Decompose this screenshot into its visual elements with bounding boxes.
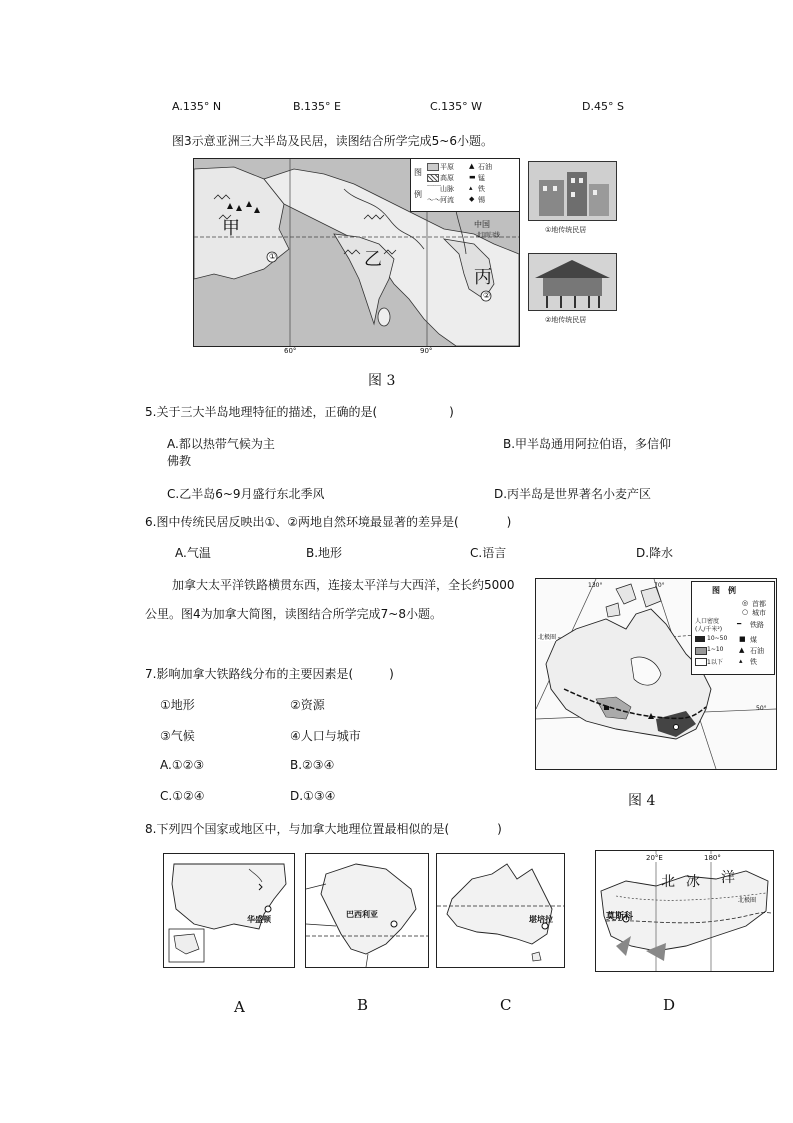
q4-option-c[interactable]: C.135° W [430,100,483,113]
density-mid-swatch-icon [695,647,707,655]
q7-option-d[interactable]: D.①③④ [290,789,336,803]
fig3-legend-mountain: 山脉 [440,185,454,193]
fig4-legend-oil: 石油 [750,647,764,655]
map-c-drawing [437,854,564,967]
q8-map-c[interactable] [436,853,565,968]
q8-map-a[interactable] [163,853,295,968]
label-yi: 乙 [364,249,382,270]
oil-triangle-icon: ▲ [739,646,745,654]
label-jia: 甲 [222,218,240,239]
q5-option-b-cont: 佛教 [167,454,192,468]
fig4-intro-line2: 公里。图4为加拿大简图，读图结合所学完成7~8小题。 [145,607,442,621]
coal-icon: ■ [739,635,746,643]
fig4-legend-iron: 铁 [750,658,757,666]
map-d-ice: 冰 [686,874,700,890]
q8-letter-d[interactable]: D [663,996,676,1014]
fig4-legend [691,581,775,675]
q8-stem: 8.下列四个国家或地区中，与加拿大地理位置最相似的是( ) [145,822,502,836]
q7-item-1: ①地形 [160,698,195,712]
fig3-legend-plateau: 高原 [440,174,454,182]
river-symbol-icon: ～～ [427,196,441,204]
fig3-legend-plain: 平原 [440,163,454,171]
photo-dwelling-2 [528,253,617,311]
map-d-label: 莫斯科 [606,912,634,922]
q5-stem: 5.关于三大半岛地理特征的描述，正确的是( ) [145,405,454,419]
q7-stem: 7.影响加拿大铁路线分布的主要因素是( ) [145,667,394,681]
mountain-symbol-icon: ﹋﹋ [427,185,441,193]
fig4-legend-density-2: (人/千米²) [695,626,723,633]
map-c-label: 堪培拉 [529,915,553,924]
map-d-lon-180: 180° [704,854,721,862]
oil-triangle-icon: ▲ [469,162,475,170]
map-a-drawing [164,854,294,967]
fig3-legend-tin: 锡 [478,196,485,204]
q5-option-c[interactable]: C.乙半岛6~9月盛行东北季风 [167,487,325,501]
fig3-lon-60: 60° [284,347,297,355]
iron-icon: ▴ [469,184,473,192]
fig3-lon-90: 90° [420,347,433,355]
fig3-legend-iron: 铁 [478,185,485,193]
fig3-caption: 图 3 [368,373,396,389]
q4-option-b[interactable]: B.135° E [293,100,341,113]
q6-option-b[interactable]: B.地形 [306,546,343,560]
density-high-swatch-icon [695,636,705,642]
label-tropic: 北回归线 [476,232,501,239]
q7-item-4: ④人口与城市 [290,729,361,743]
plain-swatch-icon [427,163,439,171]
q8-map-b[interactable] [305,853,429,968]
q8-letter-a[interactable]: A [234,998,245,1016]
fig4-legend-coal: 煤 [750,636,757,644]
q8-map-d[interactable] [595,850,774,972]
fig3-legend-mn: 锰 [478,174,485,182]
map-d-arctic-circle: 北极圈 [738,897,757,904]
manganese-icon: ▬ [469,173,476,181]
capital-icon: ◎ [742,599,749,607]
plateau-swatch-icon [427,174,439,182]
railway-icon: ━ [737,620,742,628]
label-china: 中国 [474,220,490,229]
fig3-legend-title-1: 图 [414,168,422,177]
fig4-legend-title: 图 例 [712,586,736,595]
q8-letter-b[interactable]: B [357,996,369,1014]
photo-dwelling-1 [528,161,617,221]
label-site-2: ② [483,291,491,300]
q7-option-b[interactable]: B.②③④ [290,758,335,772]
photo2-caption: ②地传统民居 [545,316,587,324]
fig4-lon-130: 130° [588,582,603,589]
fig3-legend [410,159,519,212]
q6-option-c[interactable]: C.语言 [470,546,507,560]
map-a-label: 华盛顿 [247,915,271,924]
fig4-legend-d2: 1~10 [707,646,724,653]
fig3-legend-oil: 石油 [478,163,492,171]
label-site-1: ① [269,252,277,261]
fig4-map [535,578,777,770]
fig4-legend-d1: 10~50 [707,635,728,642]
fig4-legend-density-1: 人口密度 [695,618,720,625]
q7-option-a[interactable]: A.①②③ [160,758,205,772]
fig4-intro-line1: 加拿大太平洋铁路横贯东西，连接太平洋与大西洋，全长约5000 [172,578,515,592]
density-low-swatch-icon [695,658,707,666]
fig4-caption: 图 4 [628,793,656,809]
map-d-ocean: 洋 [721,870,735,886]
map-d-north: 北 [661,874,675,890]
q6-stem: 6.图中传统民居反映出①、②两地自然环境最显著的差异是( ) [145,515,512,529]
fig3-legend-title-2: 例 [414,190,422,199]
q7-item-3: ③气候 [160,729,195,743]
q4-option-d[interactable]: D.45° S [582,100,624,113]
fig3-map [193,158,520,347]
label-bing: 丙 [474,267,492,288]
q6-option-d[interactable]: D.降水 [636,546,674,560]
fig4-legend-capital: 首都 [752,600,766,608]
q7-item-2: ②资源 [290,698,325,712]
q6-option-a[interactable]: A.气温 [175,546,211,560]
iron-icon: ▴ [739,657,743,665]
city-icon: ○ [742,608,749,616]
map-d-lon-20e: 20°E [646,854,663,862]
photo1-caption: ①地传统民居 [545,226,587,234]
q5-option-a[interactable]: A.都以热带气候为主 [167,437,275,451]
q7-option-c[interactable]: C.①②④ [160,789,205,803]
fig4-lon-70: 70° [654,582,665,589]
q4-option-a[interactable]: A.135° N [172,100,222,113]
fig4-legend-rail: 铁路 [750,621,764,629]
fig4-legend-d3: 1以下 [707,659,723,666]
fig3-legend-river: 河流 [440,196,454,204]
fig4-lat-50: 50° [756,705,767,712]
stilt-house-icon [529,254,616,310]
fig4-arctic-circle: 北极圈 [538,634,557,641]
flat-roof-house-icon [529,162,616,220]
map-b-label: 巴西利亚 [346,910,378,919]
fig3-intro: 图3示意亚洲三大半岛及民居，读图结合所学完成5~6小题。 [172,134,493,148]
q5-option-d[interactable]: D.丙半岛是世界著名小麦产区 [494,487,652,501]
q5-option-b[interactable]: B.甲半岛通用阿拉伯语，多信仰 [503,437,672,451]
fig4-legend-city: 城市 [752,609,766,617]
tin-icon: ◆ [469,195,475,203]
q8-letter-c[interactable]: C [500,996,512,1014]
